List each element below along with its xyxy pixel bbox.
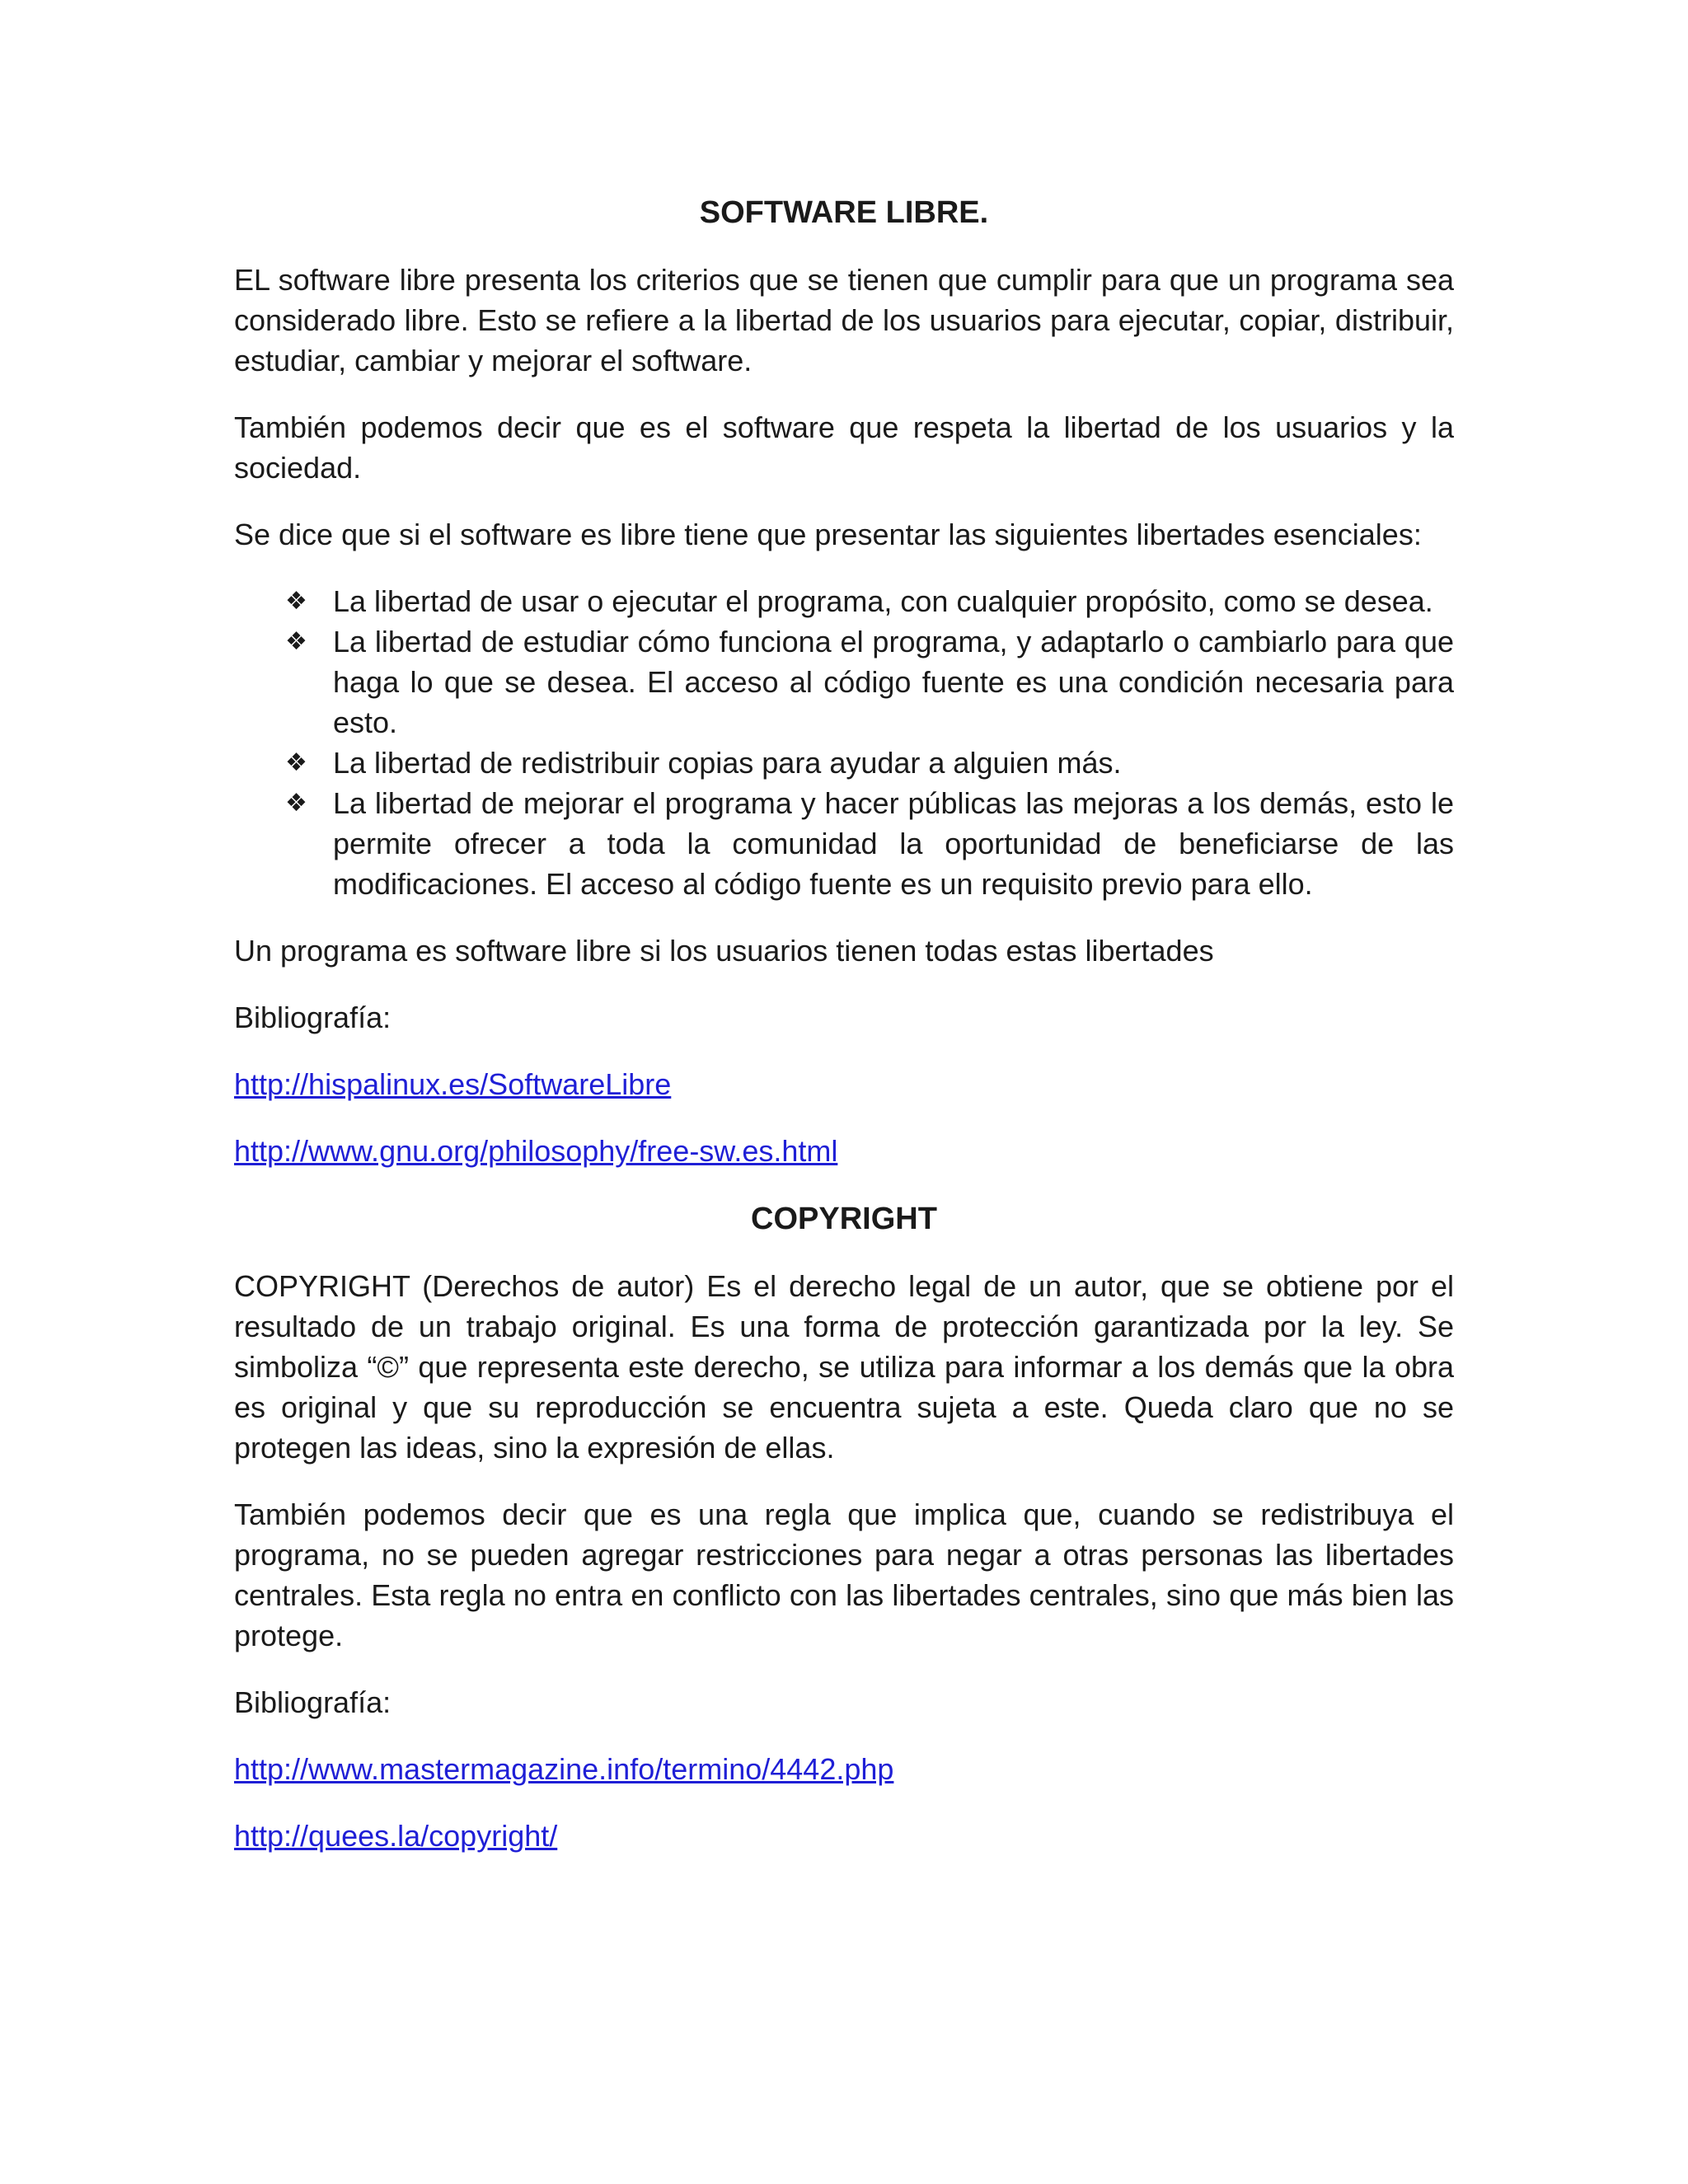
diamond-bullet-icon: ❖ (285, 587, 307, 616)
section-title-copyright: COPYRIGHT (751, 1202, 937, 1236)
paragraph-freedoms-intro: Se dice que si el software es libre tiene que presentar las siguientes libertades esenciales: (234, 518, 1422, 551)
bibliography-entry (234, 1131, 1454, 1171)
link-gnu-philosophy[interactable]: http://www.gnu.org/philosophy/free-sw.es.html (234, 1134, 838, 1168)
section-title-software-libre: SOFTWARE LIBRE. (699, 195, 989, 230)
link-quees-copyright[interactable]: http://quees.la/copyright/ (234, 1819, 558, 1853)
bibliography-entry (234, 1816, 1454, 1856)
freedoms-list (234, 581, 1454, 904)
diamond-bullet-icon: ❖ (285, 789, 307, 818)
bibliography-entry (234, 1064, 1454, 1104)
bibliography-label: Bibliografía: (234, 1001, 392, 1034)
list-item (285, 743, 1454, 783)
paragraph-copyright-definition: COPYRIGHT (Derechos de autor) Es el derecho legal de un autor, que se obtiene por el resultado de un trabajo original. Es una forma de protección garantizada por la ley. Se simboliza “©” que representa este derecho, se utiliza para informar a los demás que la obra es original y que su reproducción se encuentra sujeta a este. Queda claro que no se protegen las ideas, sino la expresión de ellas. (234, 1269, 1454, 1465)
link-mastermagazine[interactable]: http://www.mastermagazine.info/termino/4442.php (234, 1752, 894, 1786)
bibliography-label: Bibliografía: (234, 1685, 392, 1719)
diamond-bullet-icon: ❖ (285, 748, 307, 777)
document-page (234, 191, 1454, 1882)
list-item (285, 581, 1454, 621)
diamond-bullet-icon: ❖ (285, 627, 307, 656)
paragraph-intro: EL software libre presenta los criterios que se tienen que cumplir para que un programa sea considerado libre. Esto se refiere a la libertad de los usuarios para ejecutar, copiar, distribuir, estudiar, cambiar y mejorar el software. (234, 263, 1454, 377)
freedom-text: La libertad de redistribuir copias para ayudar a alguien más. (333, 746, 1122, 780)
paragraph-copyright-rule: También podemos decir que es una regla que implica que, cuando se redistribuya el programa, no se pueden agregar restricciones para negar a otras personas las libertades centrales. Esta regla no entra en conflicto con las libertades centrales, sino que más bien las protege. (234, 1497, 1454, 1652)
link-hispalinux[interactable]: http://hispalinux.es/SoftwareLibre (234, 1067, 672, 1101)
paragraph-respect: También podemos decir que es el software que respeta la libertad de los usuarios y la sociedad. (234, 410, 1454, 485)
freedom-text: La libertad de mejorar el programa y hacer públicas las mejoras a los demás, esto le permite ofrecer a toda la comunidad la oportunidad de beneficiarse de las modificaciones. El acceso al código fuente es un requisito previo para ello. (333, 786, 1454, 901)
list-item (285, 621, 1454, 743)
paragraph-conclusion: Un programa es software libre si los usuarios tienen todas estas libertades (234, 934, 1214, 968)
freedom-text: La libertad de usar o ejecutar el programa, con cualquier propósito, como se desea. (333, 584, 1433, 618)
list-item (285, 783, 1454, 904)
bibliography-entry (234, 1749, 1454, 1789)
freedom-text: La libertad de estudiar cómo funciona el programa, y adaptarlo o cambiarlo para que haga lo que se desea. El acceso al código fuente es una condición necesaria para esto. (333, 625, 1454, 739)
